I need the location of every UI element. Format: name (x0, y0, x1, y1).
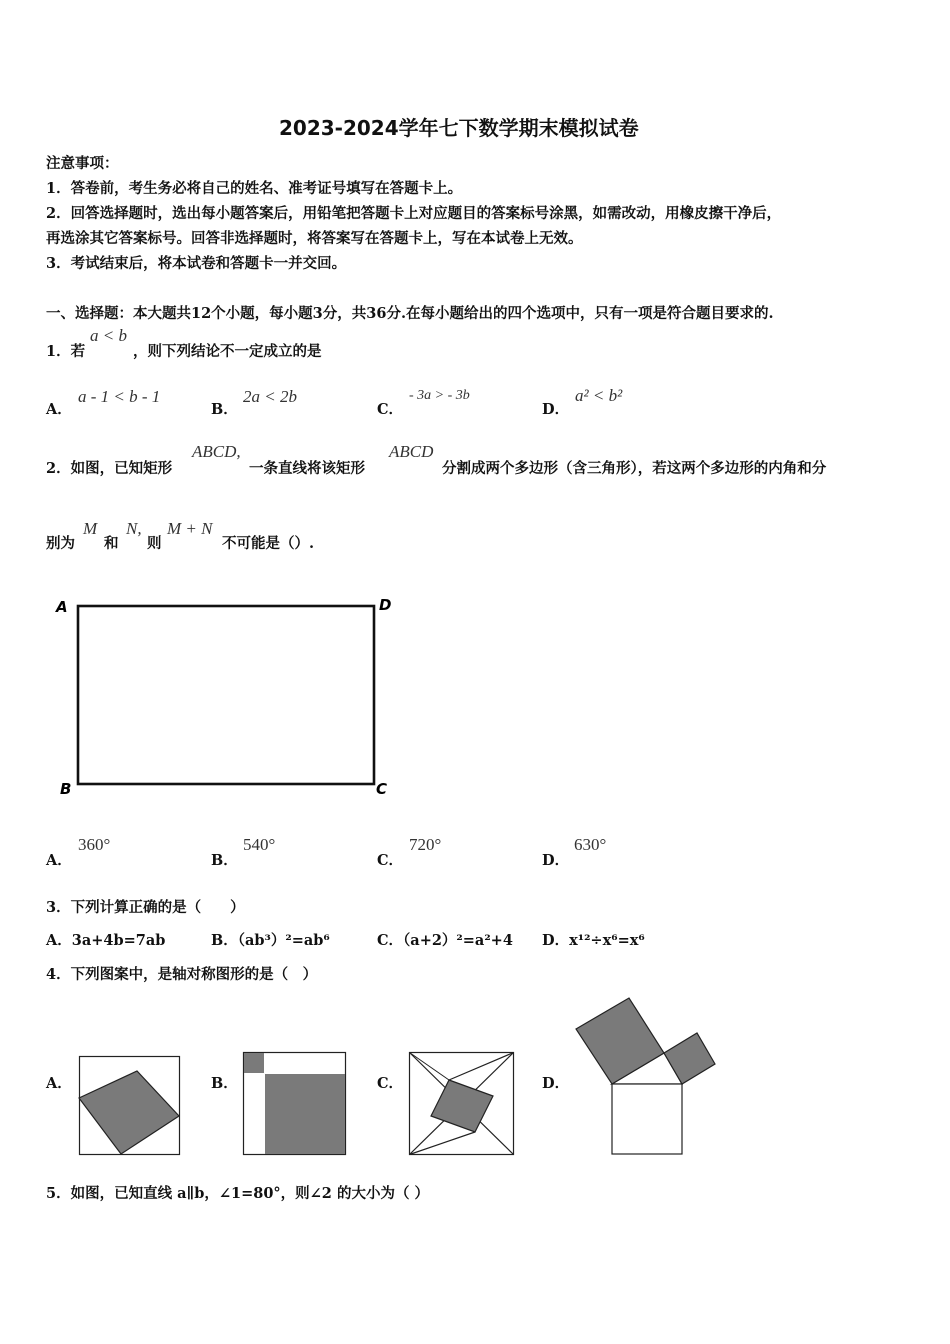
q2-option-b: 540° (243, 835, 276, 854)
q3-option-d-label: D． (542, 932, 570, 949)
q4-option-d-label: D． (542, 1075, 570, 1092)
q2-m: M (83, 519, 98, 538)
q2-option-d: 630° (574, 835, 607, 854)
q4-option-c-label: C． (377, 1075, 404, 1092)
q2-rect-1: ABCD, (192, 442, 241, 461)
q3-option-a-label: A． (46, 932, 72, 949)
q3-option-b-label: B． (211, 932, 238, 949)
q2-line2-prefix: 别为 (46, 535, 75, 552)
q2-option-a: 360° (78, 835, 111, 854)
q1-option-a: a - 1 < b - 1 (78, 387, 161, 406)
q2-option-d-label: D． (542, 852, 570, 869)
q1-suffix: ，则下列结论不一定成立的是 (133, 343, 322, 360)
q2-option-b-label: B． (211, 852, 238, 869)
q3-option-a (46, 929, 165, 950)
q1-option-b-label: B． (211, 401, 238, 418)
q4-option-a-label: A． (46, 1075, 72, 1092)
q4-figure-c (409, 1052, 515, 1156)
notice-item-3: 3．考试结束后，将本试卷和答题卡一并交回。 (46, 255, 347, 272)
q4-option-b-label: B． (211, 1075, 238, 1092)
q2-option-a-label: A． (46, 852, 72, 869)
q1-option-d-label: D． (542, 401, 570, 418)
q1-option-a-label: A． (46, 401, 72, 418)
q2-mid: 一条直线将该矩形 (249, 460, 365, 477)
page-title: 2023-2024学年七下数学期末模拟试卷 (279, 116, 639, 140)
q3-option-d-expr: x¹²÷x⁶=x⁶ (569, 932, 645, 949)
q4-figure-b (243, 1052, 347, 1156)
vertex-label-a: A (56, 598, 68, 616)
q1-prefix: 1．若 (46, 343, 86, 360)
q2-tail: 不可能是（）. (222, 535, 315, 552)
q4-figure-d (574, 996, 720, 1158)
q2-option-c-label: C． (377, 852, 404, 869)
q1-option-c-label: C． (377, 401, 404, 418)
section-heading: 一、选择题：本大题共12个小题，每小题3分，共36分.在每小题给出的四个选项中，只有一项是符合题目要求的. (46, 305, 774, 322)
rectangle-abcd-figure (50, 592, 400, 802)
q1-option-c: - 3a > - 3b (409, 388, 470, 403)
q3-option-c-expr: （a+2）²=a²+4 (403, 932, 513, 949)
q2-option-c: 720° (409, 835, 442, 854)
q3-option-c (377, 929, 513, 950)
q3-option-d (542, 929, 645, 950)
vertex-label-d: D (379, 596, 392, 614)
q2-ze: 则 (147, 535, 162, 552)
q2-prefix: 2．如图，已知矩形 (46, 460, 173, 477)
q1-option-d: a² < b² (575, 386, 623, 405)
notice-item-1: 1．答卷前，考生务必将自己的姓名、准考证号填写在答题卡上。 (46, 180, 463, 197)
q1-condition: a < b (90, 326, 127, 345)
notice-heading: 注意事项： (46, 155, 119, 172)
q5-stem: 5．如图，已知直线 a∥b，∠1=80°，则∠2 的大小为（ ） (46, 1185, 429, 1202)
q3-option-c-label: C． (377, 932, 404, 949)
q4-stem: 4．下列图案中，是轴对称图形的是（ ） (46, 966, 318, 983)
q2-suffix: 分割成两个多边形（含三角形），若这两个多边形的内角和分 (442, 460, 827, 477)
q2-he: 和 (104, 535, 119, 552)
q2-n: N, (126, 519, 142, 538)
q3-option-b (211, 929, 330, 950)
q3-stem: 3．下列计算正确的是（ ） (46, 899, 245, 916)
notice-item-2b: 再选涂其它答案标号。回答非选择题时，将答案写在答题卡上，写在本试卷上无效。 (46, 230, 583, 247)
vertex-label-b: B (60, 780, 72, 798)
q3-option-a-expr: 3a+4b=7ab (71, 932, 166, 949)
rectangle-abcd (78, 606, 374, 784)
q4-figure-a (79, 1056, 181, 1156)
q3-option-b-expr: （ab³）²=ab⁶ (237, 932, 330, 949)
notice-item-2a: 2．回答选择题时，选出每小题答案后，用铅笔把答题卡上对应题目的答案标号涂黑，如需改动，用橡皮擦干净后， (46, 205, 782, 222)
q1-option-b: 2a < 2b (243, 387, 297, 406)
vertex-label-c: C (376, 780, 388, 798)
q2-sum: M + N (167, 519, 213, 538)
q2-rect-2: ABCD (389, 442, 434, 461)
